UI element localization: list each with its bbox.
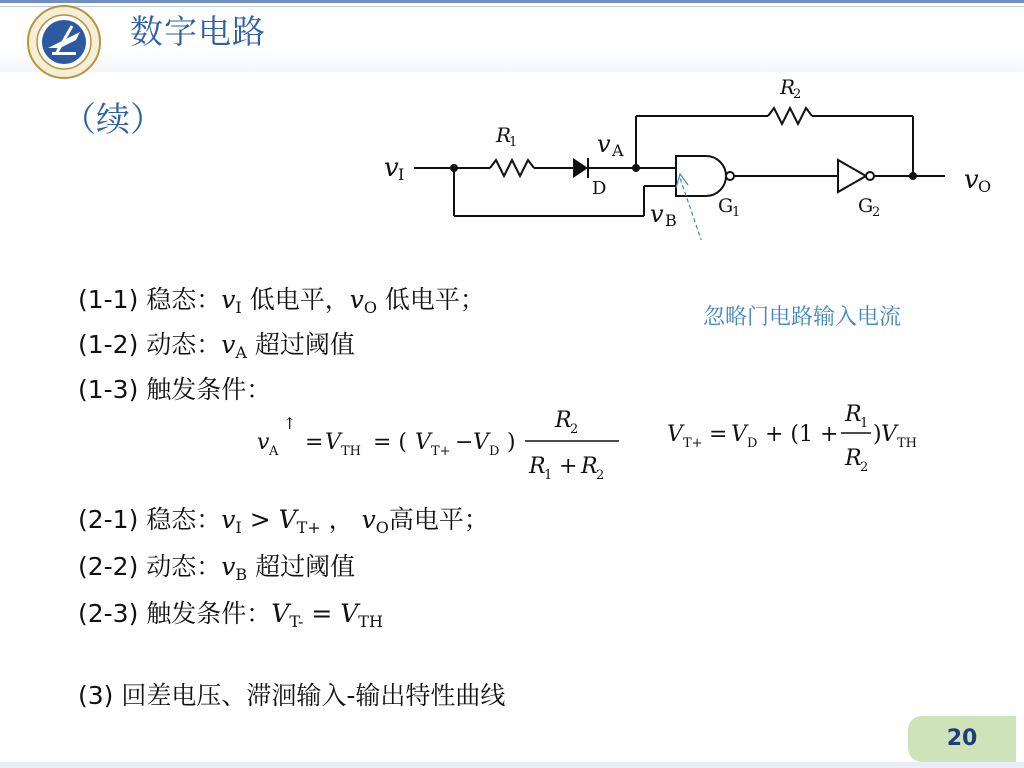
gate2-label: G [858, 195, 874, 217]
svg-text:V: V [415, 430, 431, 455]
svg-text:T+: T+ [683, 436, 703, 451]
r2-label: R [780, 75, 796, 99]
line-2-1: (2-1) 稳态：$v_I > V_{T+}$ ， $v_O$高电平； [78, 505, 489, 537]
schmitt-trigger-circuit [380, 70, 1000, 240]
svg-text:V: V [881, 422, 897, 447]
gate1-label: G [718, 195, 734, 217]
svg-text:−: − [455, 430, 474, 455]
line-1-2: (1-2) 动态：$v_A$ 超过阈值 [78, 330, 355, 362]
line-2-2: (2-2) 动态：$v_B$ 超过阈值 [78, 552, 356, 584]
svg-text:+ (1 +: + (1 + [765, 422, 839, 447]
svg-text:): ) [873, 422, 882, 447]
header-band [0, 50, 1024, 72]
svg-text:T+: T+ [431, 444, 451, 459]
input-sub: I [398, 165, 405, 184]
node-b-label: v [650, 200, 664, 228]
course-title: 数字电路 [130, 12, 266, 51]
node-a-label: v [597, 130, 611, 158]
output-sub: O [978, 177, 992, 196]
svg-text:= (: = ( [373, 430, 408, 455]
svg-text:R: R [845, 446, 862, 471]
r1-sub: 1 [509, 135, 518, 150]
svg-text:↑: ↑ [283, 414, 297, 433]
svg-text:+: + [559, 454, 578, 479]
svg-text:V: V [473, 430, 489, 455]
page-number: 20 [908, 716, 1016, 762]
svg-text:2: 2 [860, 460, 869, 475]
gate1-sub: 1 [732, 205, 741, 220]
line-1-1: (1-1) 稳态：$v_I$ 低电平，$v_O$ 低电平； [78, 285, 485, 317]
svg-text:1: 1 [544, 468, 553, 483]
output-label: v [964, 165, 979, 195]
svg-text:TH: TH [897, 436, 918, 451]
svg-text:v: v [257, 430, 270, 455]
svg-text:V: V [325, 430, 341, 455]
bottom-rule [0, 762, 1024, 768]
svg-text:D: D [747, 436, 758, 451]
svg-text:D: D [489, 444, 500, 459]
diode-label: D [592, 178, 607, 199]
svg-text:R: R [845, 402, 862, 427]
svg-text:1: 1 [860, 416, 869, 431]
r2-sub: 2 [793, 87, 802, 102]
svg-text:=: = [305, 430, 324, 455]
input-label: v [384, 153, 399, 183]
svg-text:A: A [269, 444, 279, 459]
gate2-sub: 2 [872, 205, 881, 220]
svg-text:R: R [581, 454, 598, 479]
svg-text:): ) [507, 430, 516, 455]
university-seal-icon [26, 4, 102, 80]
svg-text:2: 2 [596, 468, 605, 483]
svg-text:R: R [529, 454, 546, 479]
svg-text:TH: TH [341, 444, 362, 459]
line-3: (3) 回差电压、滞洄输入-输出特性曲线 [78, 681, 506, 710]
svg-text:R: R [555, 408, 572, 433]
svg-text:V: V [731, 422, 747, 447]
line-2-3: (2-3) 触发条件：$V_{T-} = V_{TH}$ [78, 599, 383, 631]
slide-subtitle: （续） [62, 100, 164, 140]
svg-text:2: 2 [570, 422, 579, 437]
node-a-sub: A [612, 141, 624, 160]
svg-text:V: V [667, 422, 683, 447]
line-1-3: (1-3) 触发条件： [78, 375, 272, 404]
formula-vt-plus [665, 395, 935, 475]
svg-text:=: = [709, 422, 728, 447]
r1-label: R [496, 123, 512, 147]
annotation-note: 忽略门电路输入电流 [703, 305, 902, 330]
top-rule [0, 0, 1024, 3]
formula-va-threshold [255, 405, 635, 485]
node-b-sub: B [665, 211, 677, 230]
